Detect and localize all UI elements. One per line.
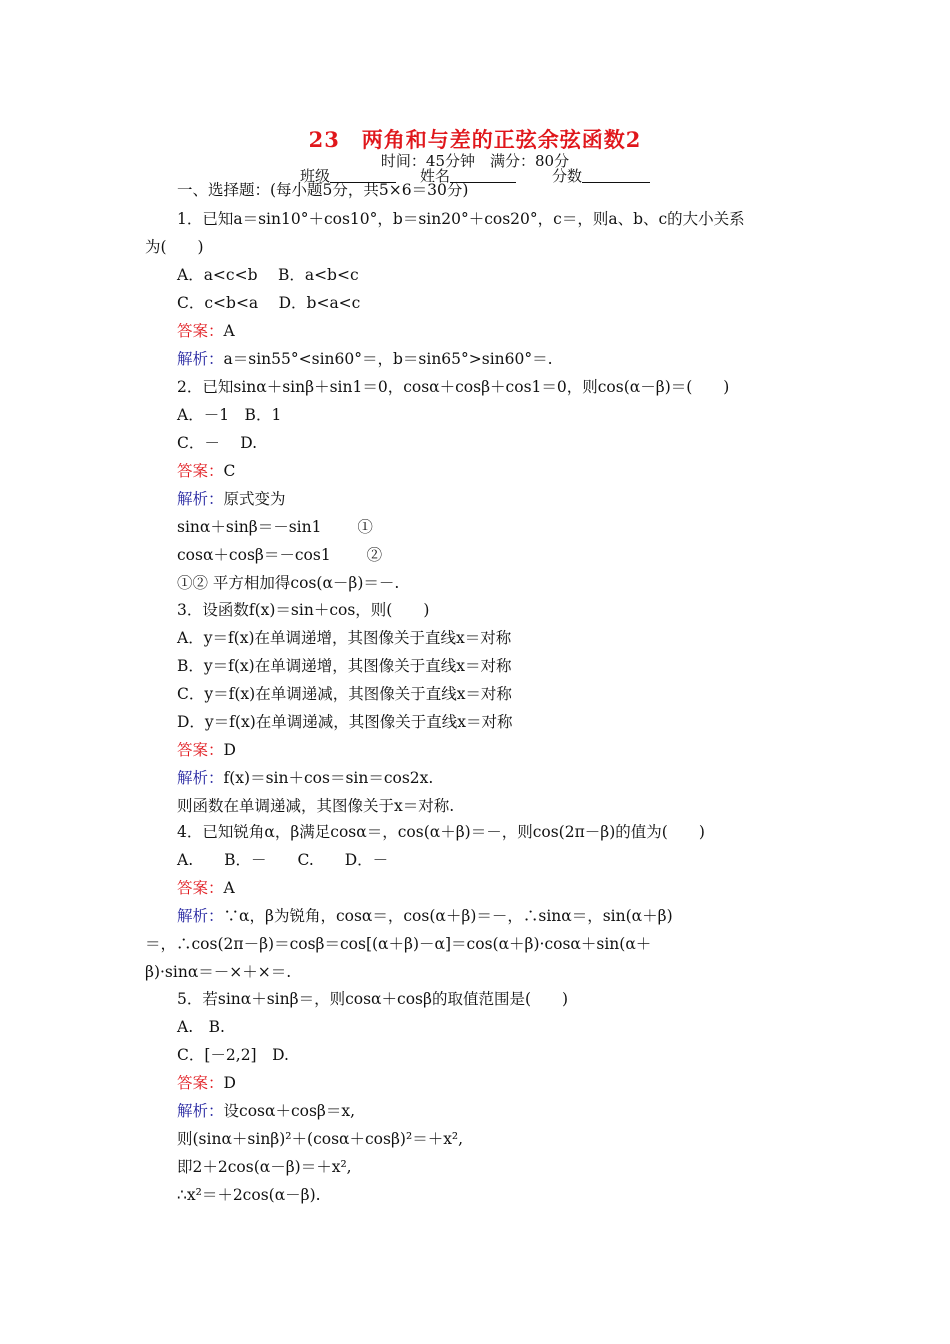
q1-analysis [177, 349, 553, 369]
q3-option-c: C．y＝f(x)在单调递减，其图像关于直线x＝对称 [177, 685, 512, 703]
answer-value: A [223, 322, 235, 340]
analysis-text: ∵α，β为锐角，cosα＝，cos(α＋β)＝－，∴sinα＝，sin(α＋β) [223, 907, 673, 925]
analysis-label: 解析： [177, 1102, 224, 1120]
answer-value: C [223, 462, 236, 480]
q1-options-ab: A．a<c<b B．a<b<c [177, 266, 359, 284]
q3-stem: 3．设函数f(x)＝sin＋cos，则( ) [177, 601, 430, 619]
answer-value: A [223, 879, 235, 897]
q5-options-cd: C．[－2,2] D. [177, 1046, 289, 1064]
q4-analysis [177, 906, 673, 926]
q2-analysis [177, 489, 286, 509]
answer-value: D [223, 1074, 236, 1092]
time-score-line: 时间：45分钟 满分：80分 [380, 152, 570, 170]
analysis-label: 解析： [177, 769, 224, 787]
q5-analysis-line2: 则(sinα＋sinβ)²＋(cosα＋cosβ)²＝＋x², [177, 1130, 464, 1148]
page-title: 23 两角和与差的正弦余弦函数2 [308, 127, 642, 152]
q2-options-cd: C．－ D. [177, 434, 258, 452]
q4-stem: 4．已知锐角α，β满足cosα＝，cos(α＋β)＝－，则cos(2π－β)的值为( ) [177, 823, 705, 841]
q2-equation-1: sinα＋sinβ＝－sin1 ① [177, 518, 373, 536]
q1-stem: 1．已知a＝sin10°＋cos10°，b＝sin20°＋cos20°，c＝，则a、b、c的大小关系 [177, 210, 745, 228]
answer-label: 答案： [177, 322, 224, 340]
q3-analysis [177, 768, 433, 788]
q5-options-ab: A. B. [177, 1018, 225, 1036]
score-blank [582, 168, 650, 183]
q3-analysis-cont: 则函数在单调递减，其图像关于x＝对称. [177, 797, 455, 815]
q2-stem: 2．已知sinα＋sinβ＋sin1＝0，cosα＋cosβ＋cos1＝0，则cos(α－β)＝( ) [177, 378, 730, 396]
q5-answer [177, 1073, 236, 1093]
q2-sum: ①② 平方相加得cos(α－β)＝－. [177, 574, 400, 592]
analysis-text: 设cosα＋cosβ＝x, [223, 1102, 356, 1120]
analysis-text: a＝sin55°<sin60°＝，b＝sin65°>sin60°＝. [223, 350, 553, 368]
q1-options-cd: C．c<b<a D．b<a<c [177, 294, 361, 312]
score-label: 分数 [552, 167, 583, 185]
q4-analysis-line2: ＝，∴cos(2π－β)＝cosβ＝cos[(α＋β)－α]＝cos(α＋β)·cosα＋sin(α＋ [145, 935, 652, 953]
answer-label: 答案： [177, 462, 224, 480]
section-title: 一、选择题：(每小题5分，共5×6＝30分) [177, 181, 469, 199]
answer-label: 答案： [177, 741, 224, 759]
q5-analysis [177, 1101, 355, 1121]
analysis-text: f(x)＝sin＋cos＝sin＝cos2x. [223, 769, 434, 787]
q2-equation-2: cosα＋cosβ＝－cos1 ② [177, 546, 383, 564]
q1-answer [177, 321, 235, 341]
q5-analysis-line3: 即2＋2cos(α－β)＝＋x², [177, 1158, 352, 1176]
q2-answer [177, 461, 235, 481]
q3-option-d: D．y＝f(x)在单调递减，其图像关于直线x＝对称 [177, 713, 513, 731]
q3-option-b: B．y＝f(x)在单调递增，其图像关于直线x＝对称 [177, 657, 512, 675]
analysis-label: 解析： [177, 490, 224, 508]
q5-analysis-line4: ∴x²＝＋2cos(α－β). [177, 1186, 321, 1204]
q2-options-ab: A．－1 B．1 [177, 406, 282, 424]
q4-options: A. B．－ C. D．－ [177, 851, 389, 869]
analysis-label: 解析： [177, 350, 224, 368]
q3-option-a: A．y＝f(x)在单调递增，其图像关于直线x＝对称 [177, 629, 512, 647]
q5-stem: 5．若sinα＋sinβ＝，则cosα＋cosβ的取值范围是( ) [177, 990, 569, 1008]
answer-label: 答案： [177, 879, 224, 897]
answer-label: 答案： [177, 1074, 224, 1092]
student-info-line [0, 165, 950, 186]
q3-answer [177, 740, 236, 760]
q4-analysis-line3: β)·sinα＝－×＋×＝. [145, 963, 292, 981]
analysis-label: 解析： [177, 907, 224, 925]
q1-stem-cont: 为( ) [145, 238, 204, 256]
name-label: 姓名 [419, 167, 450, 185]
q4-answer [177, 878, 235, 898]
answer-value: D [223, 741, 236, 759]
class-label: 班级 [299, 167, 330, 185]
analysis-text: 原式变为 [223, 490, 286, 508]
